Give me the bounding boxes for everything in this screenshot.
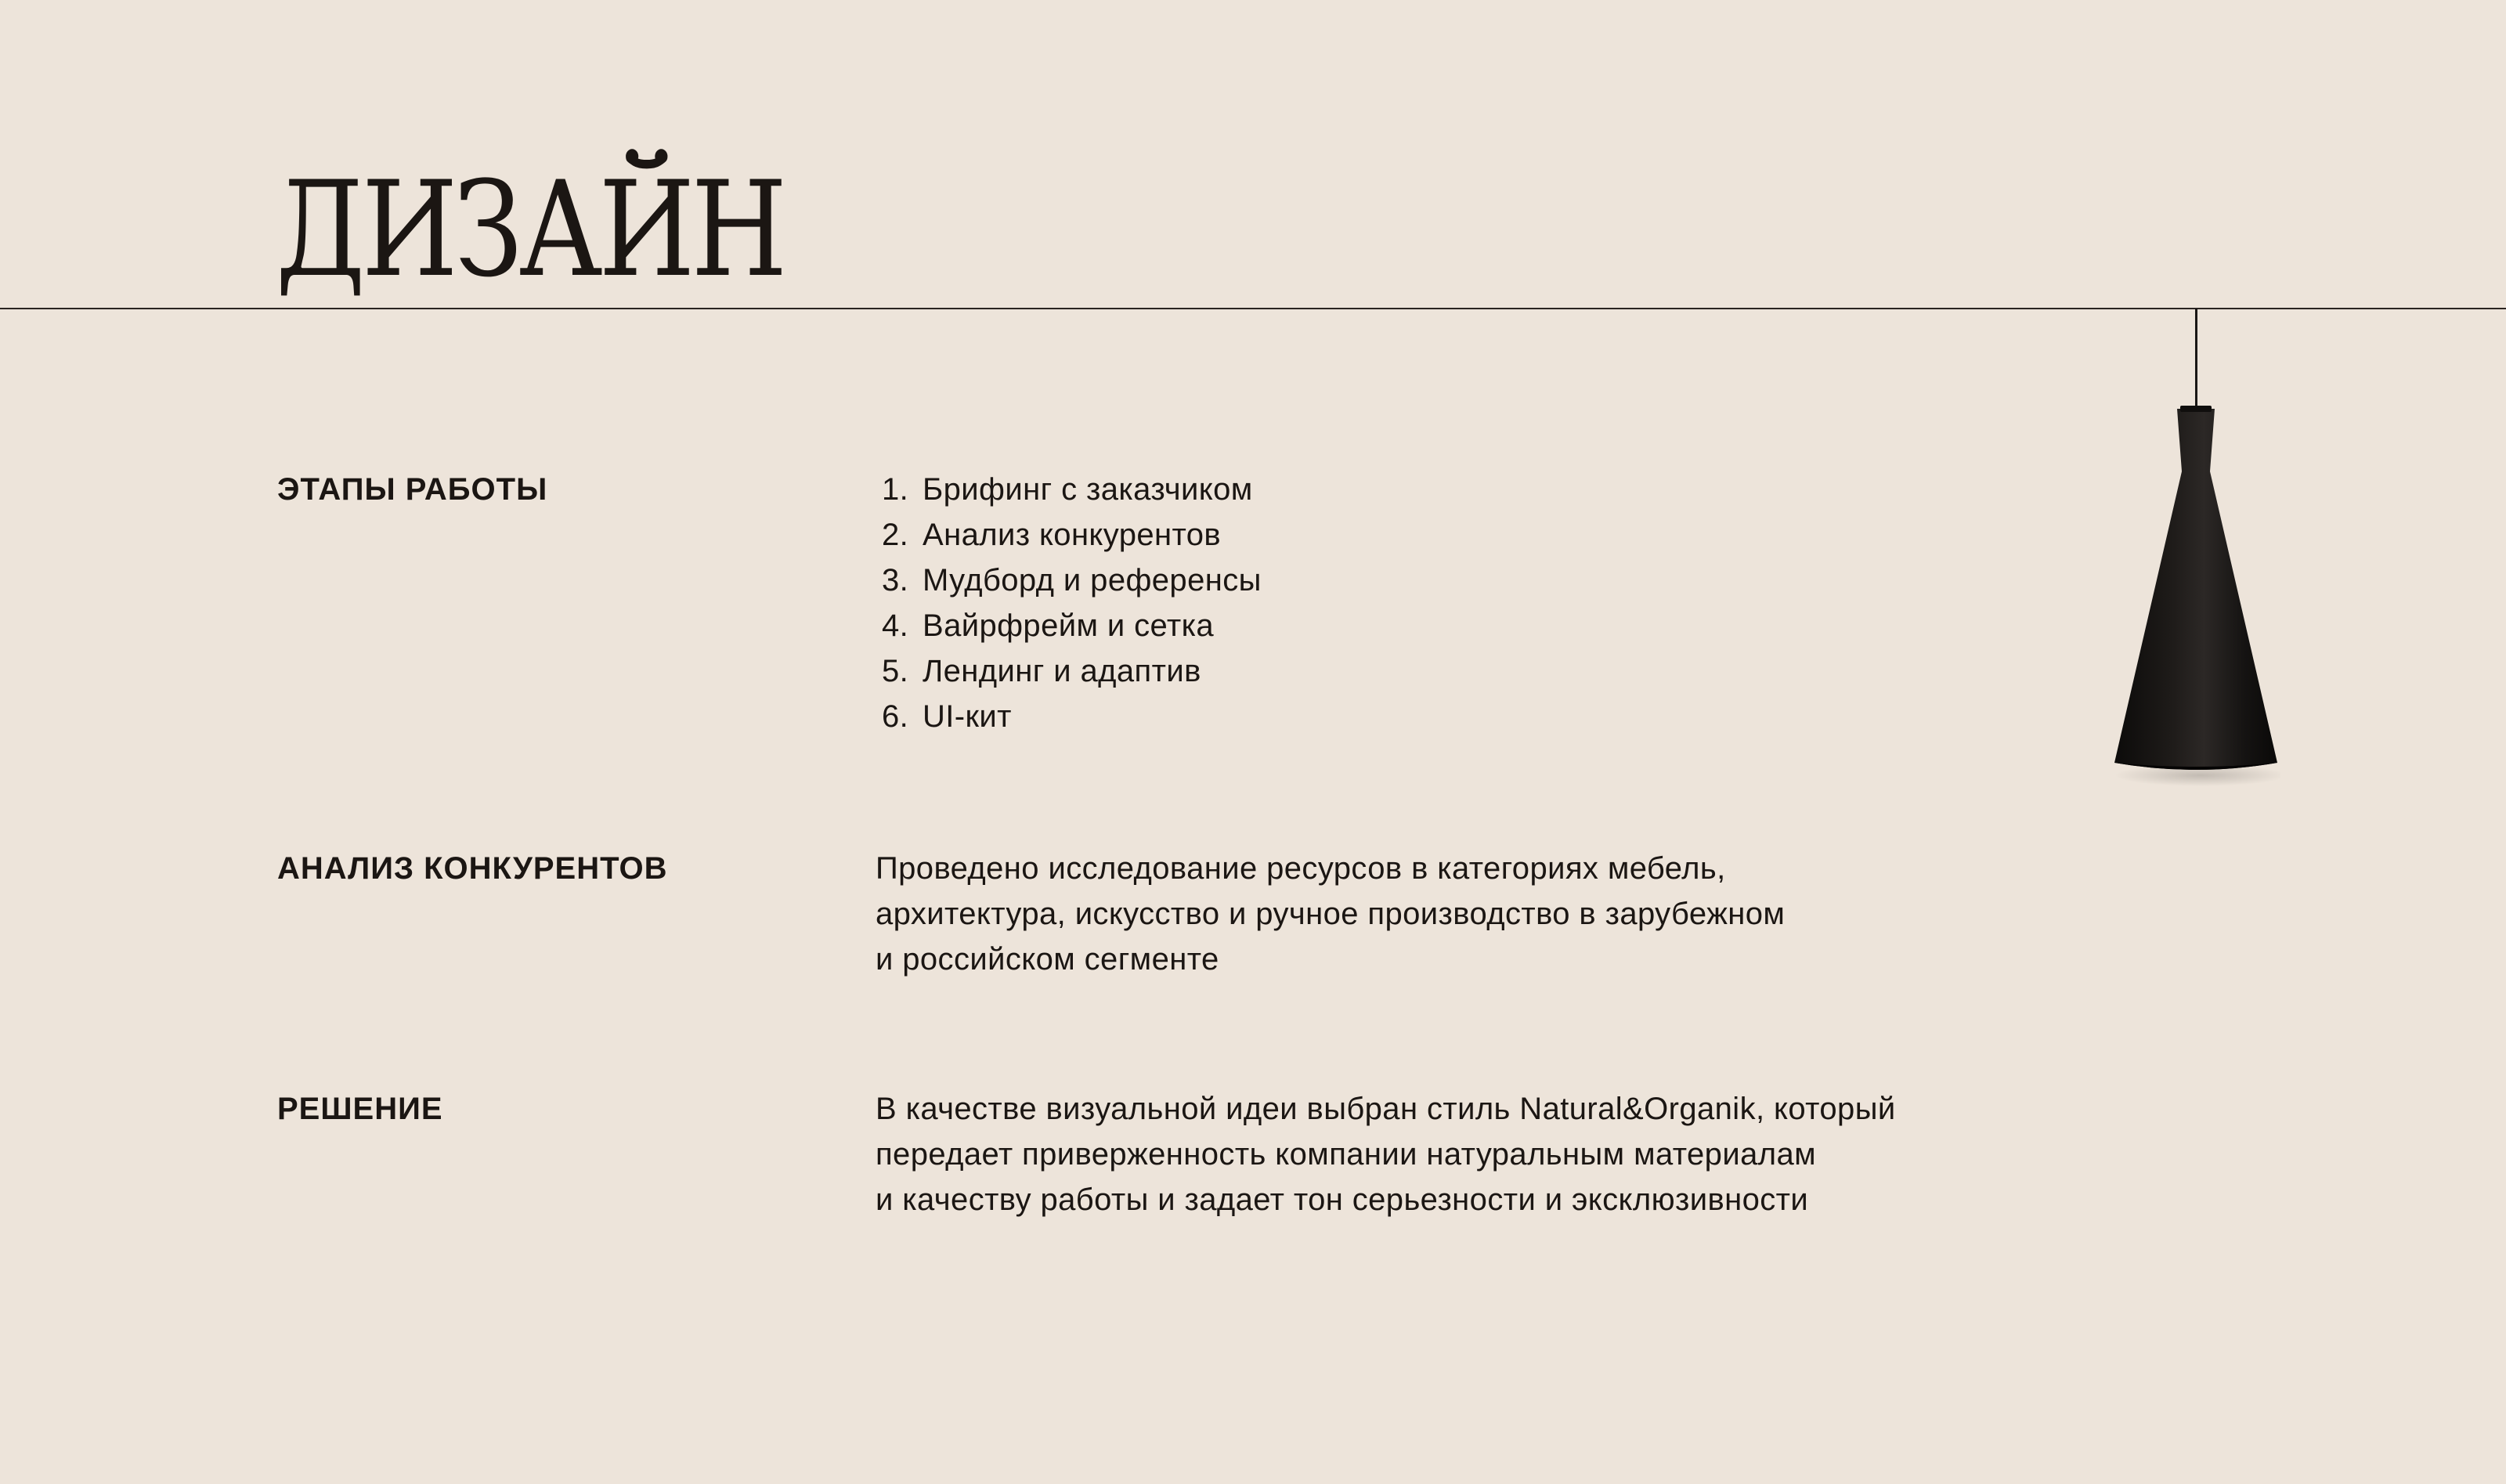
page-title: ДИЗАЙН [276,153,784,306]
list-item-text: Вайрфрейм и сетка [923,608,1214,643]
list-item [882,558,1262,603]
list-item-text: Брифинг с заказчиком [923,472,1253,507]
list-item-number: 4. [882,608,909,643]
text-line: архитектура, искусство и ручное производство в зарубежном [876,897,1786,931]
text-line: и российском сегменте [876,942,1219,977]
analysis-label: АНАЛИЗ КОНКУРЕНТОВ [277,851,668,886]
list-item-number: 2. [882,518,909,552]
list-item-text: Лендинг и адаптив [923,654,1201,688]
list-item [882,603,1262,648]
text-line: В качестве визуальной идеи выбран стиль Natural&Organik, который [876,1092,1896,1126]
text-line: передает приверженность компании натуральным материалам [876,1137,1817,1172]
solution-text [876,1086,1896,1222]
list-item [882,648,1262,694]
list-item [882,467,1262,512]
list-item-text: Мудборд и референсы [923,563,1262,598]
list-item-text: Анализ конкурентов [923,518,1222,552]
solution-label: РЕШЕНИЕ [277,1092,443,1126]
text-line: и качеству работы и задает тон серьезности и эксклюзивности [876,1183,1809,1217]
list-item-number: 3. [882,563,909,598]
list-item [882,512,1262,558]
pendant-lamp-icon [2093,309,2280,794]
list-item [882,694,1262,739]
list-item-number: 1. [882,472,909,507]
text-line: Проведено исследование ресурсов в категориях мебель, [876,851,1726,886]
stages-list [882,467,1262,739]
analysis-text [876,846,1785,982]
list-item-number: 6. [882,699,909,734]
list-item-number: 5. [882,654,909,688]
list-item-text: UI-кит [923,699,1012,734]
stages-label: ЭТАПЫ РАБОТЫ [277,472,548,507]
